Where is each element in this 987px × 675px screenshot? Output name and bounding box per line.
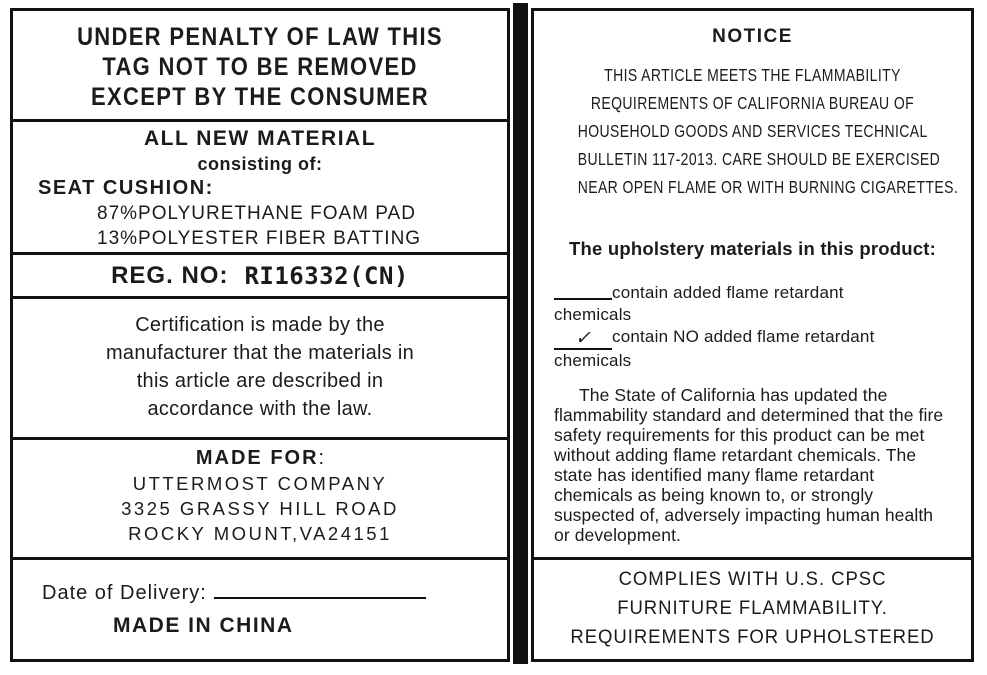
reg-number-section [13,255,507,299]
made-for-heading [13,445,507,471]
no-flame-option [554,326,906,372]
company-line: UTTERMOST COMPANY [132,473,388,494]
penalty-line-2: TAG NOT TO BE REMOVED [102,53,418,81]
made-for-section [13,440,507,560]
state-of-california-paragraph: The State of California has updated the flammability standard and determined that the fire safety requirements for this product can be met without adding flame retardant chemicals. The state has identified many flame retardant chemicals as being known to, or strongly suspected of, adversely impacting human health or development. [554,385,944,545]
made-for-colon: : [318,447,325,469]
notice-line: HOUSEHOLD GOODS AND SERVICES TECHNICAL [577,121,928,141]
made-in-origin: MADE IN CHINA [113,614,294,637]
delivery-date-label: Date of Delivery: [42,582,207,604]
material-heading: ALL NEW MATERIAL [143,127,377,150]
flame-retardant-options [534,279,971,372]
compliance-line: REQUIREMENTS FOR UPHOLSTERED [570,626,935,648]
left-panel [10,8,510,662]
certification-line: manufacturer that the materials in [105,342,415,364]
compliance-line: FURNITURE FLAMMABILITY. [617,597,888,619]
upholstery-heading: The upholstery materials in this product: [569,238,936,259]
penalty-line-1: UNDER PENALTY OF LAW THIS [77,23,443,51]
delivery-row [13,577,507,606]
panel-divider-bar [513,3,528,664]
city-line: ROCKY MOUNT,VA24151 [128,523,392,544]
delivery-section [13,560,507,659]
flame-option [554,279,906,326]
notice-line: THIS ARTICLE MEETS THE FLAMMABILITY [604,65,901,85]
material-content-line: 87%POLYURETHANE FOAM PAD [97,203,416,224]
notice-line: REQUIREMENTS OF CALIFORNIA BUREAU OF [590,93,915,113]
checkmark-icon: ✓ [574,328,592,349]
reg-number-value: RI16332(CN) [244,261,409,290]
certification-line: accordance with the law. [147,398,373,420]
reg-number-label: REG. NO: [111,261,229,289]
material-subheading: consisting of: [197,154,323,174]
material-section [13,122,507,255]
certification-line: this article are described in [136,370,384,392]
certification-line: Certification is made by the [135,314,385,336]
made-for-label: MADE FOR [195,447,319,469]
compliance-section [534,560,971,659]
notice-line: BULLETIN 117-2013. CARE SHOULD BE EXERCISED [577,149,941,169]
flame-option-text: contain added flame retardant chemicals [554,283,844,324]
notice-paragraph [534,61,971,201]
notice-title: NOTICE [712,26,793,47]
right-panel [531,8,974,662]
no-flame-option-text: contain NO added flame retardant chemicals [554,327,875,370]
flame-option-blank-line [554,279,612,300]
no-flame-option-blank-line [554,329,612,350]
certification-section [13,299,507,440]
delivery-date-blank-line [214,577,426,599]
notice-section [534,11,971,560]
material-content-line: 13%POLYESTER FIBER BATTING [97,228,422,249]
street-line: 3325 GRASSY HILL ROAD [121,498,399,519]
penalty-line-3: EXCEPT BY THE CONSUMER [91,83,429,111]
material-part-label: SEAT CUSHION: [38,177,214,199]
penalty-section [13,11,507,122]
notice-line: NEAR OPEN FLAME OR WITH BURNING CIGARETTES. [577,177,959,197]
compliance-line: COMPLIES WITH U.S. CPSC [618,568,887,590]
